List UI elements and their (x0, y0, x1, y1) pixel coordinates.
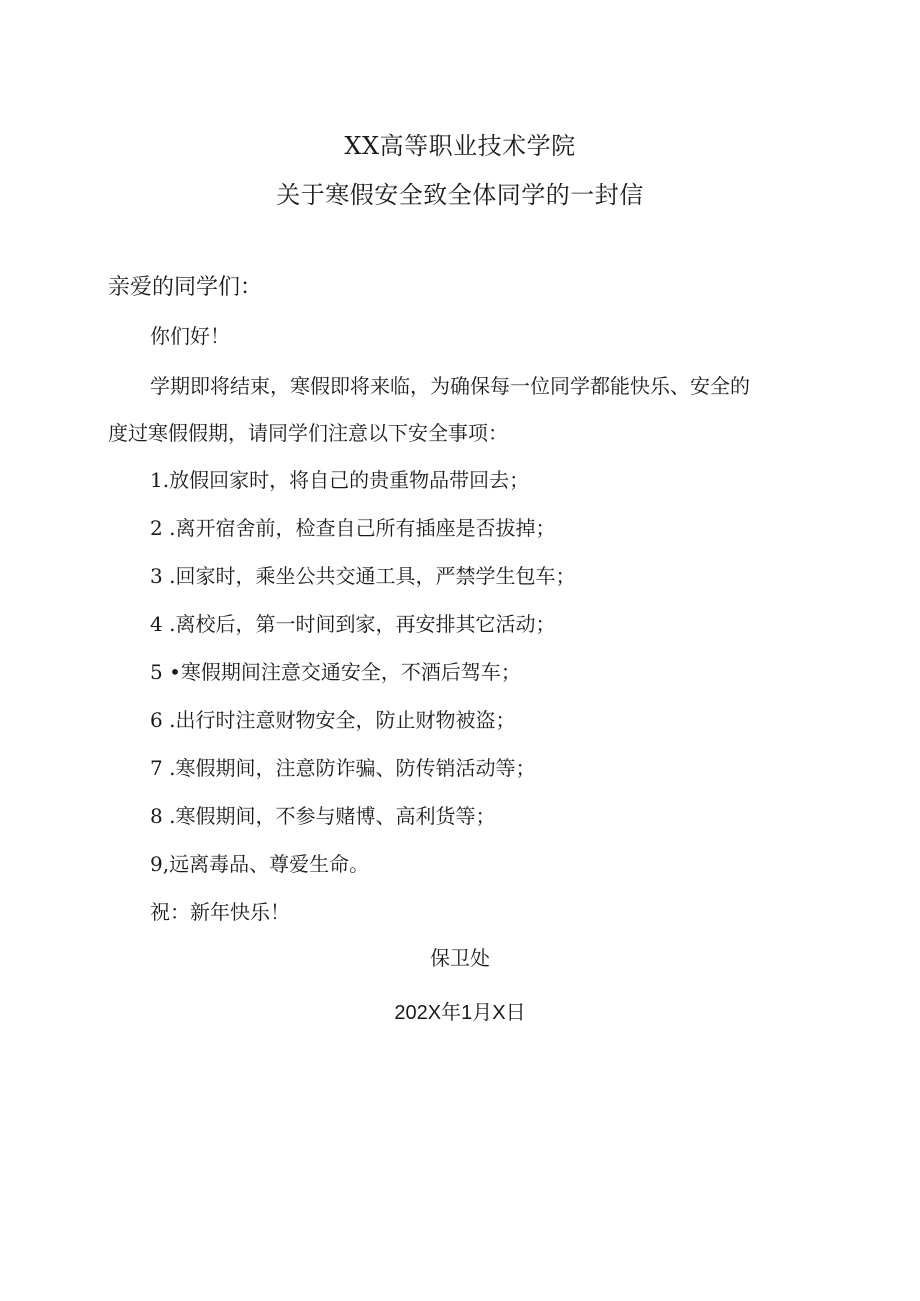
safety-item-8: 8 .寒假期间，不参与赌博、高利货等； (150, 804, 496, 828)
greeting: 你们好！ (150, 324, 230, 348)
safety-item-2: 2 .离开宿舍前，检查自己所有插座是否拔掉； (150, 516, 556, 540)
safety-item-1: 1.放假回家时，将自己的贵重物品带回去； (150, 468, 530, 492)
safety-item-7: 7 .寒假期间，注意防诈骗、防传销活动等； (150, 756, 536, 780)
closing-wish: 祝：新年快乐！ (150, 900, 290, 924)
safety-item-5: 5 •寒假期间注意交通安全，不酒后驾车； (150, 660, 521, 684)
intro-line-2: 度过寒假假期，请同学们注意以下安全事项： (108, 421, 508, 445)
safety-item-6: 6 .出行时注意财物安全，防止财物被盗； (150, 708, 516, 732)
salutation: 亲爱的同学们： (108, 275, 263, 300)
letter-date: 202X年1月X日 (394, 1002, 526, 1024)
letter-title: 关于寒假安全致全体同学的一封信 (276, 181, 644, 209)
safety-item-3: 3 .回家时，乘坐公共交通工具，严禁学生包车； (150, 564, 576, 588)
school-name: XX高等职业技术学院 (344, 132, 576, 160)
safety-item-9: 9,远离毒品、尊爱生命。 (150, 852, 370, 876)
signer: 保卫处 (430, 946, 490, 970)
intro-line-1: 学期即将结束，寒假即将来临，为确保每一位同学都能快乐、安全的 (150, 374, 750, 398)
safety-items-list (150, 467, 575, 899)
safety-item-4: 4 .离校后，第一时间到家，再安排其它活动； (150, 612, 556, 636)
